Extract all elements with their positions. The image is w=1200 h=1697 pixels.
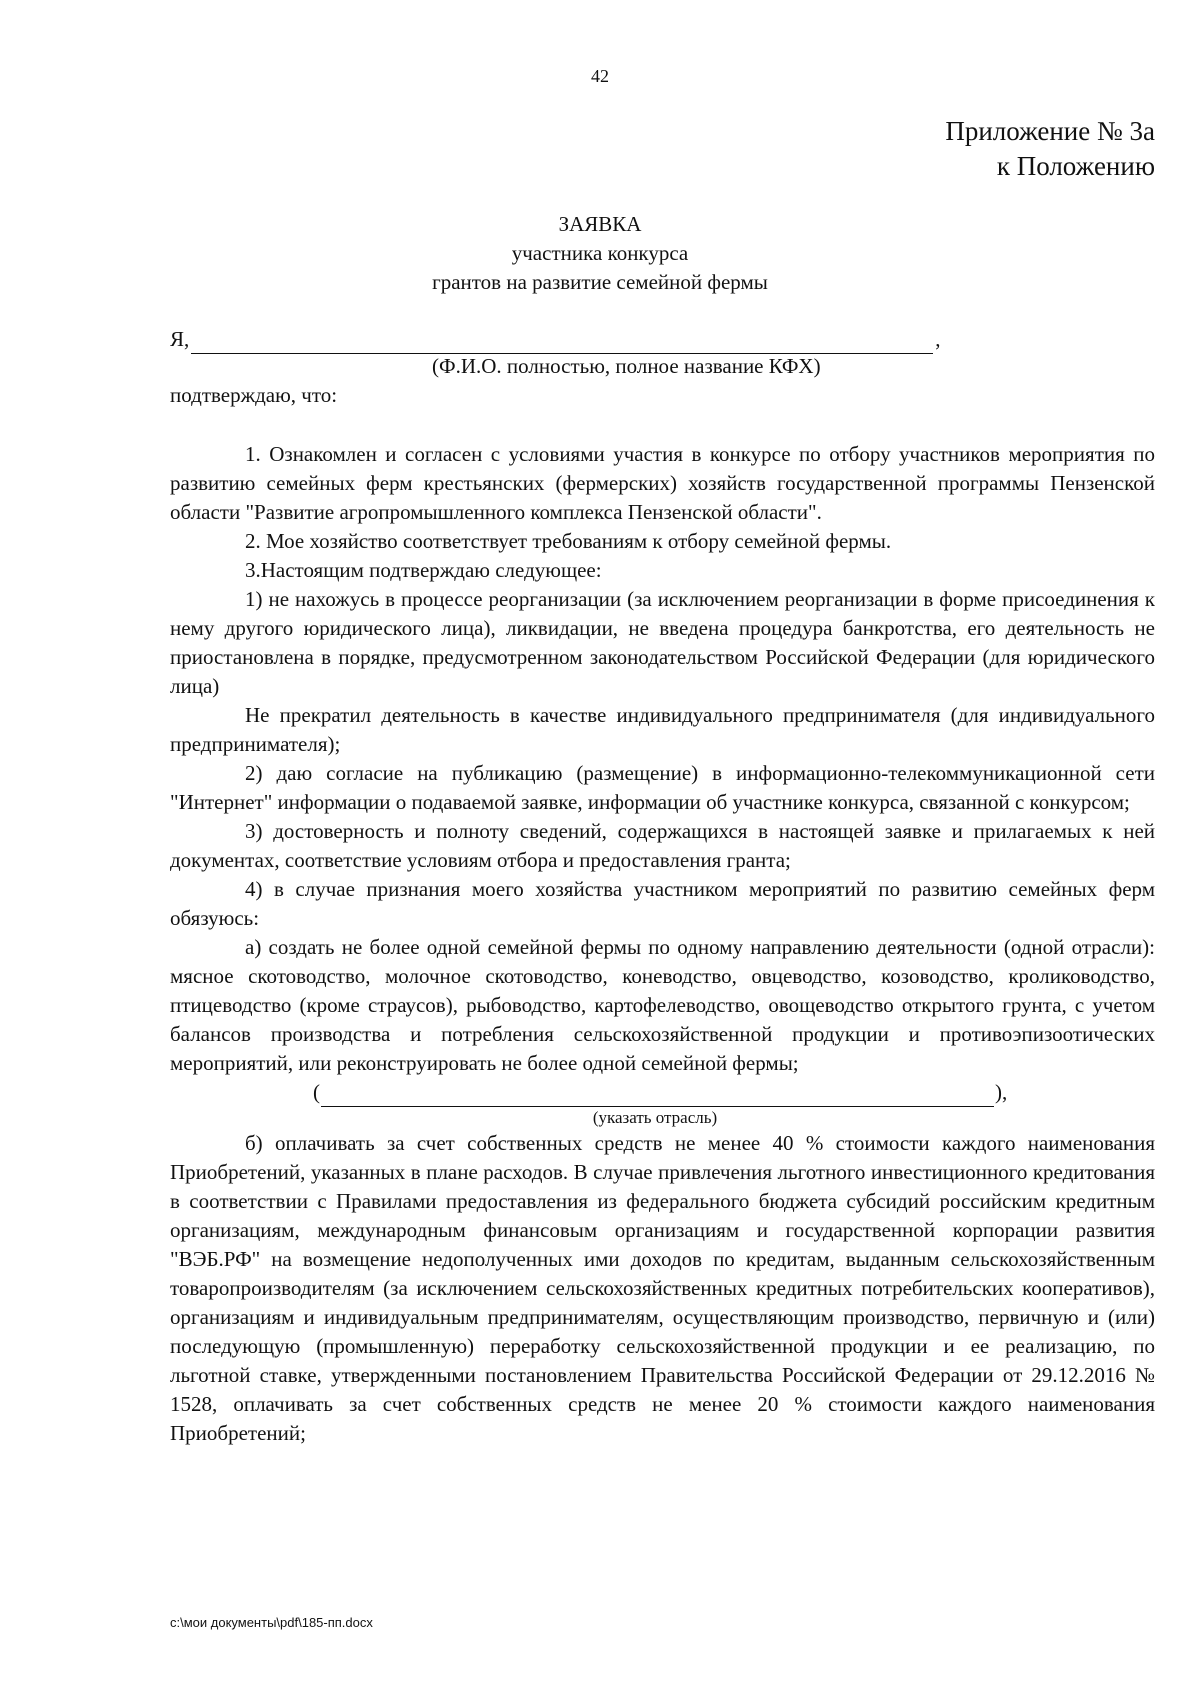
applicant-name-blank[interactable] [191,333,933,354]
applicant-caption: (Ф.И.О. полностью, полное название КФХ) [432,354,821,378]
paragraph-1: 1. Ознакомлен и согласен с условиями участия в конкурсе по отбору участников мероприятия по развитию семейных ферм крестьянских (фермерских) хозяйств государственной программы Пензенской области "Развитие агропромышленного комплекса Пензенской области". [170,442,1155,524]
applicant-line [170,325,1155,354]
branch-close: ), [995,1080,1008,1104]
attachment-reference [945,114,1155,184]
paragraph-3-4: 4) в случае признания моего хозяйства участником мероприятий по развитию семейных ферм обязуюсь: [170,877,1155,930]
attachment-line-1: Приложение № 3а [945,116,1155,146]
confirm-text: подтверждаю, что: [170,383,338,407]
paragraph-3-3: 3) достоверность и полноту сведений, содержащихся в настоящей заявке и прилагаемых к ней документах, соответствие условиям отбора и предоставления гранта; [170,819,1155,872]
branch-open: ( [313,1080,320,1104]
title-line-3: грантов на развитие семейной фермы [432,270,768,294]
document-body [170,325,1155,1448]
document-title [0,210,1200,297]
applicant-prefix: Я, [170,327,190,351]
paragraph-3-1b: Не прекратил деятельность в качестве индивидуального предпринимателя (для индивидуального предпринимателя); [170,703,1155,756]
file-path-footer: c:\мои документы\pdf\185-пп.docx [170,1615,373,1630]
title-line-2: участника конкурса [511,241,689,265]
paragraph-3-4b: б) оплачивать за счет собственных средств не менее 40 % стоимости каждого наименования Приобретений, указанных в плане расходов. В случае привлечения льготного инвестиционного кредитования в соответствии с Правилами предоставления из федерального бюджета субсидий российским кредитным организациям, международным финансовым организациям и государственной корпорации развития "ВЭБ.РФ" на возмещение недополученных ими доходов по кредитам, выданным сельскохозяйственным товаропроизводителям (за исключением сельскохозяйственных кредитных потребительских кооперативов), организациям и индивидуальным предпринимателям, осуществляющим производство, первичную и (или) последующую (промышленную) переработку сельскохозяйственной продукции и ее реализацию, по льготной ставке, утвержденными постановлением Правительства Российской Федерации от 29.12.2016 № 1528, оплачивать за счет собственных средств не менее 20 % стоимости каждого наименования Приобретений; [170,1131,1155,1445]
title-line-1: ЗАЯВКА [558,212,642,236]
branch-blank[interactable] [321,1086,994,1107]
attachment-line-2: к Положению [996,151,1155,181]
paragraph-2: 2. Мое хозяйство соответствует требованиям к отбору семейной фермы. [245,529,892,553]
branch-caption: (указать отрасль) [592,1108,718,1127]
page-number: 42 [591,66,609,86]
paragraph-3-2: 2) даю согласие на публикацию (размещение) в информационно-телекоммуникационной сети "Интернет" информации о подаваемой заявке, информации об участнике конкурса, связанной с конкурсом; [170,761,1155,814]
applicant-suffix: , [935,327,941,351]
paragraph-3: 3.Настоящим подтверждаю следующее: [245,558,602,582]
paragraph-3-1: 1) не нахожусь в процессе реорганизации (за исключением реорганизации в форме присоединения к нему другого юридического лица), ликвидации, не введена процедура банкротства, его деятельность не приостановлена в порядке, предусмотренном законодательством Российской Федерации (для юридического лица) [170,587,1155,698]
paragraph-3-4a: а) создать не более одной семейной фермы по одному направлению деятельности (одной отрасли): мясное скотоводство, молочное скотоводство, коневодство, овцеводство, козоводство, кролиководство, птицеводство (кроме страусов), рыбоводство, картофелеводство, овощеводство открытого грунта, с учетом балансов производства и потребления сельскохозяйственной продукции и противоэпизоотических мероприятий, или реконструировать не более одной семейной фермы; [170,935,1155,1075]
branch-line [170,1078,1155,1107]
